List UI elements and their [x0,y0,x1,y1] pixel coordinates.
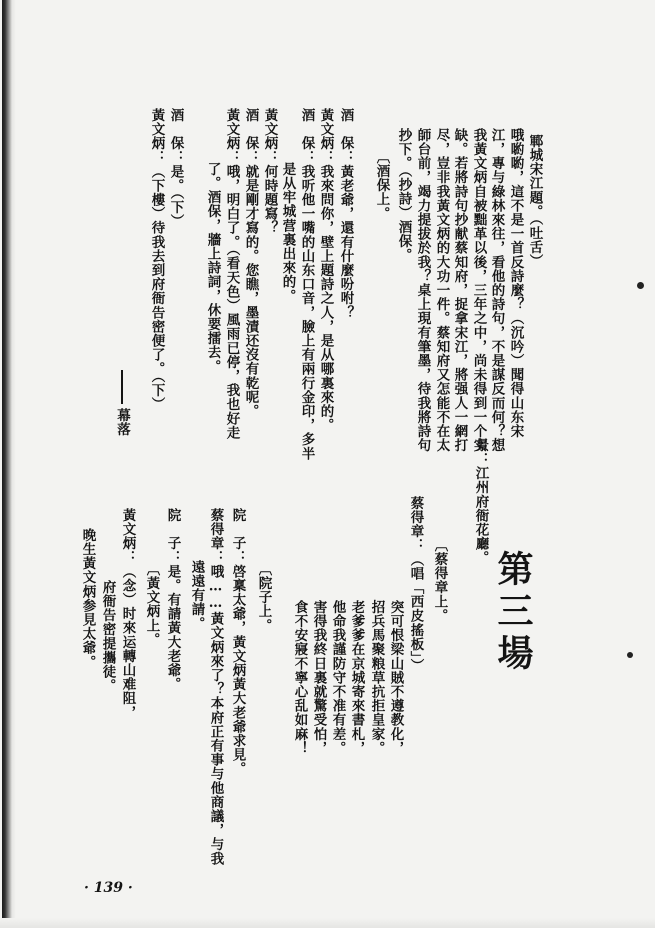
stage-direction: 〔黃文炳上。 [143,562,160,647]
dialogue-line: 蔡得章：哦……黃文炳來了？本府正有事与他商議，与我 [207,508,224,866]
curtain-text: 幕落 [114,408,130,437]
punch-hole-mark [637,282,644,289]
verse-line: 府衙告密提攜徒。 [99,580,116,693]
stage-direction: 〔蔡得章上。 [431,538,448,623]
dialogue-line: 是从牢城营裏出來的。 [279,162,296,303]
binding-edge [2,0,16,928]
stage-direction: 〔酒保上。 [373,150,390,221]
text-column: 鄆城宋江題。（吐舌） [526,134,543,269]
dialogue-line: 酒 保：我听他一嘴的山东口音，臉上有兩行金印，多半 [298,108,315,461]
text-column: 江，專与綠林來往，看他的詩句，不是謀反而何？想 [488,128,505,453]
verse-line: 突可恨梁山賊不遵教化， [387,600,404,756]
punch-hole-mark [627,652,633,658]
dialogue-line: 黃文炳：何時題寫？ [261,108,278,235]
stage-direction: 〔院子上。 [255,562,272,633]
dialogue-line: 晚生黃文炳参見太爺。 [79,528,96,669]
verse-line: 他命我謹防守不准有差。 [329,600,346,756]
text-column: 缺。若將詩句抄献蔡知府，捉拿宋江，將强人一網打 [451,128,468,453]
dash-line [121,370,123,404]
scene-setting: 景：江州府衙花廳。 [472,438,489,565]
dialogue-line: 黃文炳：哦，明白了。（看天色）風雨已停，我也好走 [223,108,240,440]
page-bottom-edge [0,918,655,928]
dialogue-line: 黃文炳：（下樓）待我去到府衙告密便了。（下） [148,108,165,412]
dialogue-line: 黃文炳：我來問你，壁上題詩之人，是从哪裏來的。 [317,108,334,433]
page-number: · 139 · [84,880,133,896]
verse-line: 招兵馬聚粮草抗拒皇家。 [368,600,385,756]
dialogue-line: 遠遠有請。 [188,560,205,631]
dialogue-line: 院 子：是。有請黃大老爺。 [164,508,181,692]
curtain-marker [112,370,132,436]
dialogue-line: 院 子：啓稟太爺，黃文炳黃大老爺求見。 [229,508,246,776]
text-column: 師台前，竭力提拔於我？桌上現有筆墨，待我將詩句 [414,128,431,453]
verse-line: 害得我終日裏就驚受怕， [310,600,327,756]
text-column: 尽，豈非我黃文炳的大功一件。蔡知府又怎能不在太 [433,128,450,453]
verse-line: 食不安寢不寧心乱如麻！ [291,600,308,756]
dialogue-line: 了。酒保，牆上詩詞，休要擂去。 [204,162,221,374]
dialogue-line: 酒 保：黃老爺，還有什麼吩咐？ [337,108,354,320]
scene-title: 第三場 [492,550,534,676]
dialogue-line: 酒 保：是。（下） [167,108,184,229]
dialogue-line: 酒 保：就是剛才寫的。您瞧，墨漬还沒有乾呢。 [242,108,259,419]
dialogue-line: 蔡得章：（唱「西皮搖板」） [407,496,424,673]
text-column: 我黃文炳自被黜革以後，三年之中，尚未得到一个实 [470,128,487,453]
text-column: 哦喲喲，這不是一首反詩麼？（沉吟）聞得山东宋 [507,128,524,439]
dialogue-line: 黃文炳：（念）时來运轉山难阻， [119,508,136,720]
verse-line: 老爹爹在京城寄來書札， [348,600,365,756]
text-column: 抄下。（抄詩）酒保。 [395,128,412,263]
